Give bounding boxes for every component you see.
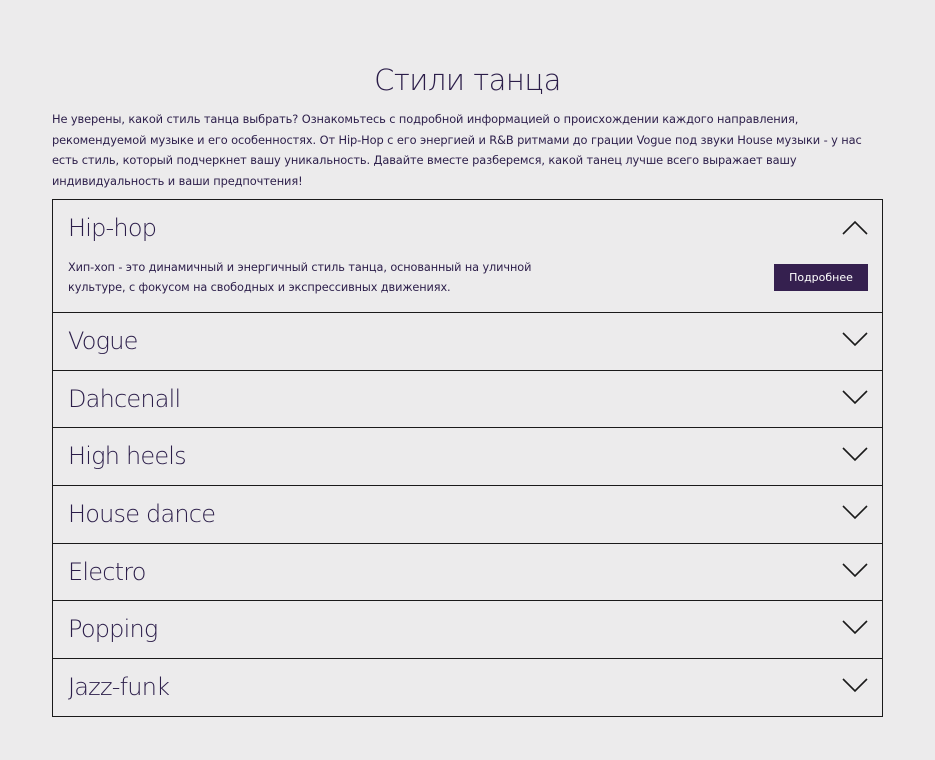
accordion-item-title[interactable]: Popping — [68, 615, 158, 644]
accordion-item-title[interactable]: Electro — [68, 557, 146, 586]
accordion-item-high-heels[interactable] — [53, 427, 882, 485]
chevron-down-icon[interactable] — [842, 619, 868, 635]
accordion-item-title[interactable]: Dahcenall — [68, 384, 181, 413]
chevron-down-icon[interactable] — [842, 562, 868, 578]
chevron-up-icon[interactable] — [842, 220, 868, 236]
chevron-down-icon[interactable] — [842, 446, 868, 462]
accordion-item-electro[interactable] — [53, 543, 882, 601]
accordion-item-title[interactable]: House dance — [68, 500, 216, 529]
accordion-item-jazz-funk[interactable] — [53, 658, 882, 716]
accordion-item-hip-hop[interactable] — [53, 200, 882, 312]
accordion-item-vogue[interactable] — [53, 312, 882, 370]
accordion-item-house-dance[interactable] — [53, 485, 882, 543]
accordion-item-title[interactable]: Jazz-funk — [68, 673, 170, 702]
accordion-item-popping[interactable] — [53, 600, 882, 658]
accordion-item-dahcenall[interactable] — [53, 370, 882, 428]
accordion-item-title[interactable]: Hip-hop — [68, 214, 157, 242]
dance-styles-accordion — [52, 199, 883, 717]
accordion-item-title[interactable]: High heels — [68, 442, 186, 471]
accordion-item-title[interactable]: Vogue — [68, 327, 138, 355]
more-button[interactable]: Подробнее — [774, 264, 868, 291]
chevron-down-icon[interactable] — [842, 389, 868, 405]
chevron-down-icon[interactable] — [842, 504, 868, 520]
page-title: Стили танца — [374, 63, 561, 98]
intro-text: Не уверены, какой стиль танца выбрать? Ознакомьтесь с подробной информацией о происхождении каждого направления, рекомендуемой музыке и его особенностях. От Hip-Hop с его энергией и R&B ритмами до грации Vogue под звуки House музыки - у нас есть стиль, который подчеркнет вашу уникальность. Давайте вместе разберемся, какой танец лучше всего выражает вашу индивидуальность и ваши предпочтения! — [52, 112, 862, 188]
chevron-down-icon[interactable] — [842, 677, 868, 693]
chevron-down-icon[interactable] — [842, 331, 868, 347]
accordion-item-description: Хип-хоп - это динамичный и энергичный стиль танца, основанный на уличной культуре, с фокусом на свободных и экспрессивных движениях. — [68, 261, 532, 294]
